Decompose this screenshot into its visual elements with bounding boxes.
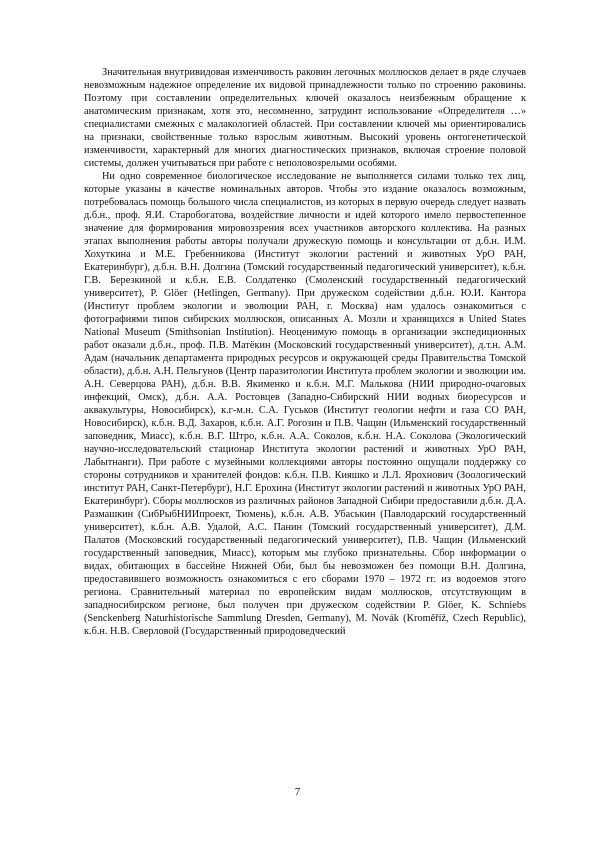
paragraph-2: Ни одно современное биологическое исследование не выполняется силами только тех лиц, которые указаны в качестве номинальных авторов. Чтобы это издание оказалось возможным, потребовалась помощь большого числа специалистов, из которых в первую очередь следует назвать д.б.н., проф. Я.И. Старобогатова, воздействие личности и идей которого имело первостепенное значение для формирования мировоззрения всех участников авторского коллектива. На разных этапах выполнения работы авторы получали дружескую помощь и консультации от д.б.н. И.М. Хохуткина и М.Е. Гребенникова (Институт экологии растений и животных УрО РАН, Екатеринбург), д.б.н. В.Н. Долгина (Томский государственный педагогический университет), к.б.н. Г.В. Березкиной и к.б.н. Е.В. Солдатенко (Смоленский государственный педагогический университет), P. Glöer (Hetlingen, Germany). При дружеском содействии д.б.н. Ю.И. Кантора (Институт проблем экологии и эволюции РАН, г. Москва) нам удалось ознакомиться с фотографиями типов сибирских моллюсков, описанных А. Мозли и хранящихся в United States National Museum (Smithsonian Institution). Неоценимую помощь в организации экспедиционных работ оказали д.б.н., проф. П.В. Матёкин (Московский государственный университет), д.т.н. А.М. Адам (начальник департамента природных ресурсов и окружающей среды Правительства Томской области), д.б.н. А.Н. Пельгунов (Центр паразитологии Института проблем экологии и эволюции им. А.Н. Северцова РАН), д.б.н. В.В. Якименко и к.б.н. М.Г. Малькова (НИИ природно-очаговых инфекций, Омск), д.б.н. А.А. Ростовцев (Западно-Сибирский НИИ водных биоресурсов и аквакультуры, Новосибирск), к.г-м.н. С.А. Гуськов (Институт геологии нефти и газа СО РАН, Новосибирск), к.б.н. В.Д. Захаров, к.б.н. А.Г. Рогозин и П.В. Чащин (Ильменский государственный заповедник, Миасс), к.б.н. В.Г. Штро, к.б.н. А.А. Соколов, к.б.н. Н.А. Соколова (Экологический научно-исследовательский стационар Института экологии растений и животных УрО РАН, Лабытнанги). При работе с музейными коллекциями авторы постоянно ощущали поддержку со стороны сотрудников и хранителей фондов: к.б.н. П.В. Кияшко и Л.Л. Ярохнович (Зоологический институт РАН, Санкт-Петербург), Н.Г. Ерохина (Институт экологии растений и животных УрО РАН, Екатеринбург). Сборы моллюсков из различных районов Западной Сибири предоставили д.б.н. Д.А. Размашкин (СибРыбНИИпроект, Тюмень), к.б.н. А.В. Убаськин (Павлодарский государственный университет), к.б.н. А.В. Удалой, А.С. Панин (Томский государственный университет), Д.М. Палатов (Московский государственный педагогический университет), П.В. Чащин (Ильменский государственный заповедник, Миасс), которым мы глубоко признательны. Сбор информации о видах, обитающих в бассейне Нижней Оби, был бы невозможен без помощи В.Н. Долгина, предоставившего возможность ознакомиться с его сборами 1970 – 1972 гг. из водоемов этого региона. Сравнительный материал по европейским видам моллюсков, отсутствующим в западносибирском регионе, был получен при дружеском содействии P. Glöer, K. Schniebs (Senckenberg Naturhistorische Sammlung Dresden, Germany), M. Novák (Kroměříž, Czech Republic), к.б.н. Н.В. Сверловой (Государственный природоведческий	[84, 171, 526, 637]
page-number: 7	[294, 786, 301, 798]
paragraph-1: Значительная внутривидовая изменчивость раковин легочных моллюсков делает в ряде случаев невозможным надежное определение их видовой принадлежности только по строению раковины. Поэтому при составлении определительных ключей оказалось неизбежным обращение к анатомическим признакам, хотя это, несомненно, затрудинт использование «Определителя …» специалистами смежных с малакологией областей. При составлении ключей мы ориентировались на признаки, свойственные только взрослым животным. Высокий уровень онтогенетической изменчивости, характерный для многих диагностических признаков, включая строение половой системы, должен учитываться при работе с неполовозрелыми особями.	[84, 67, 526, 169]
body-text	[84, 66, 526, 638]
